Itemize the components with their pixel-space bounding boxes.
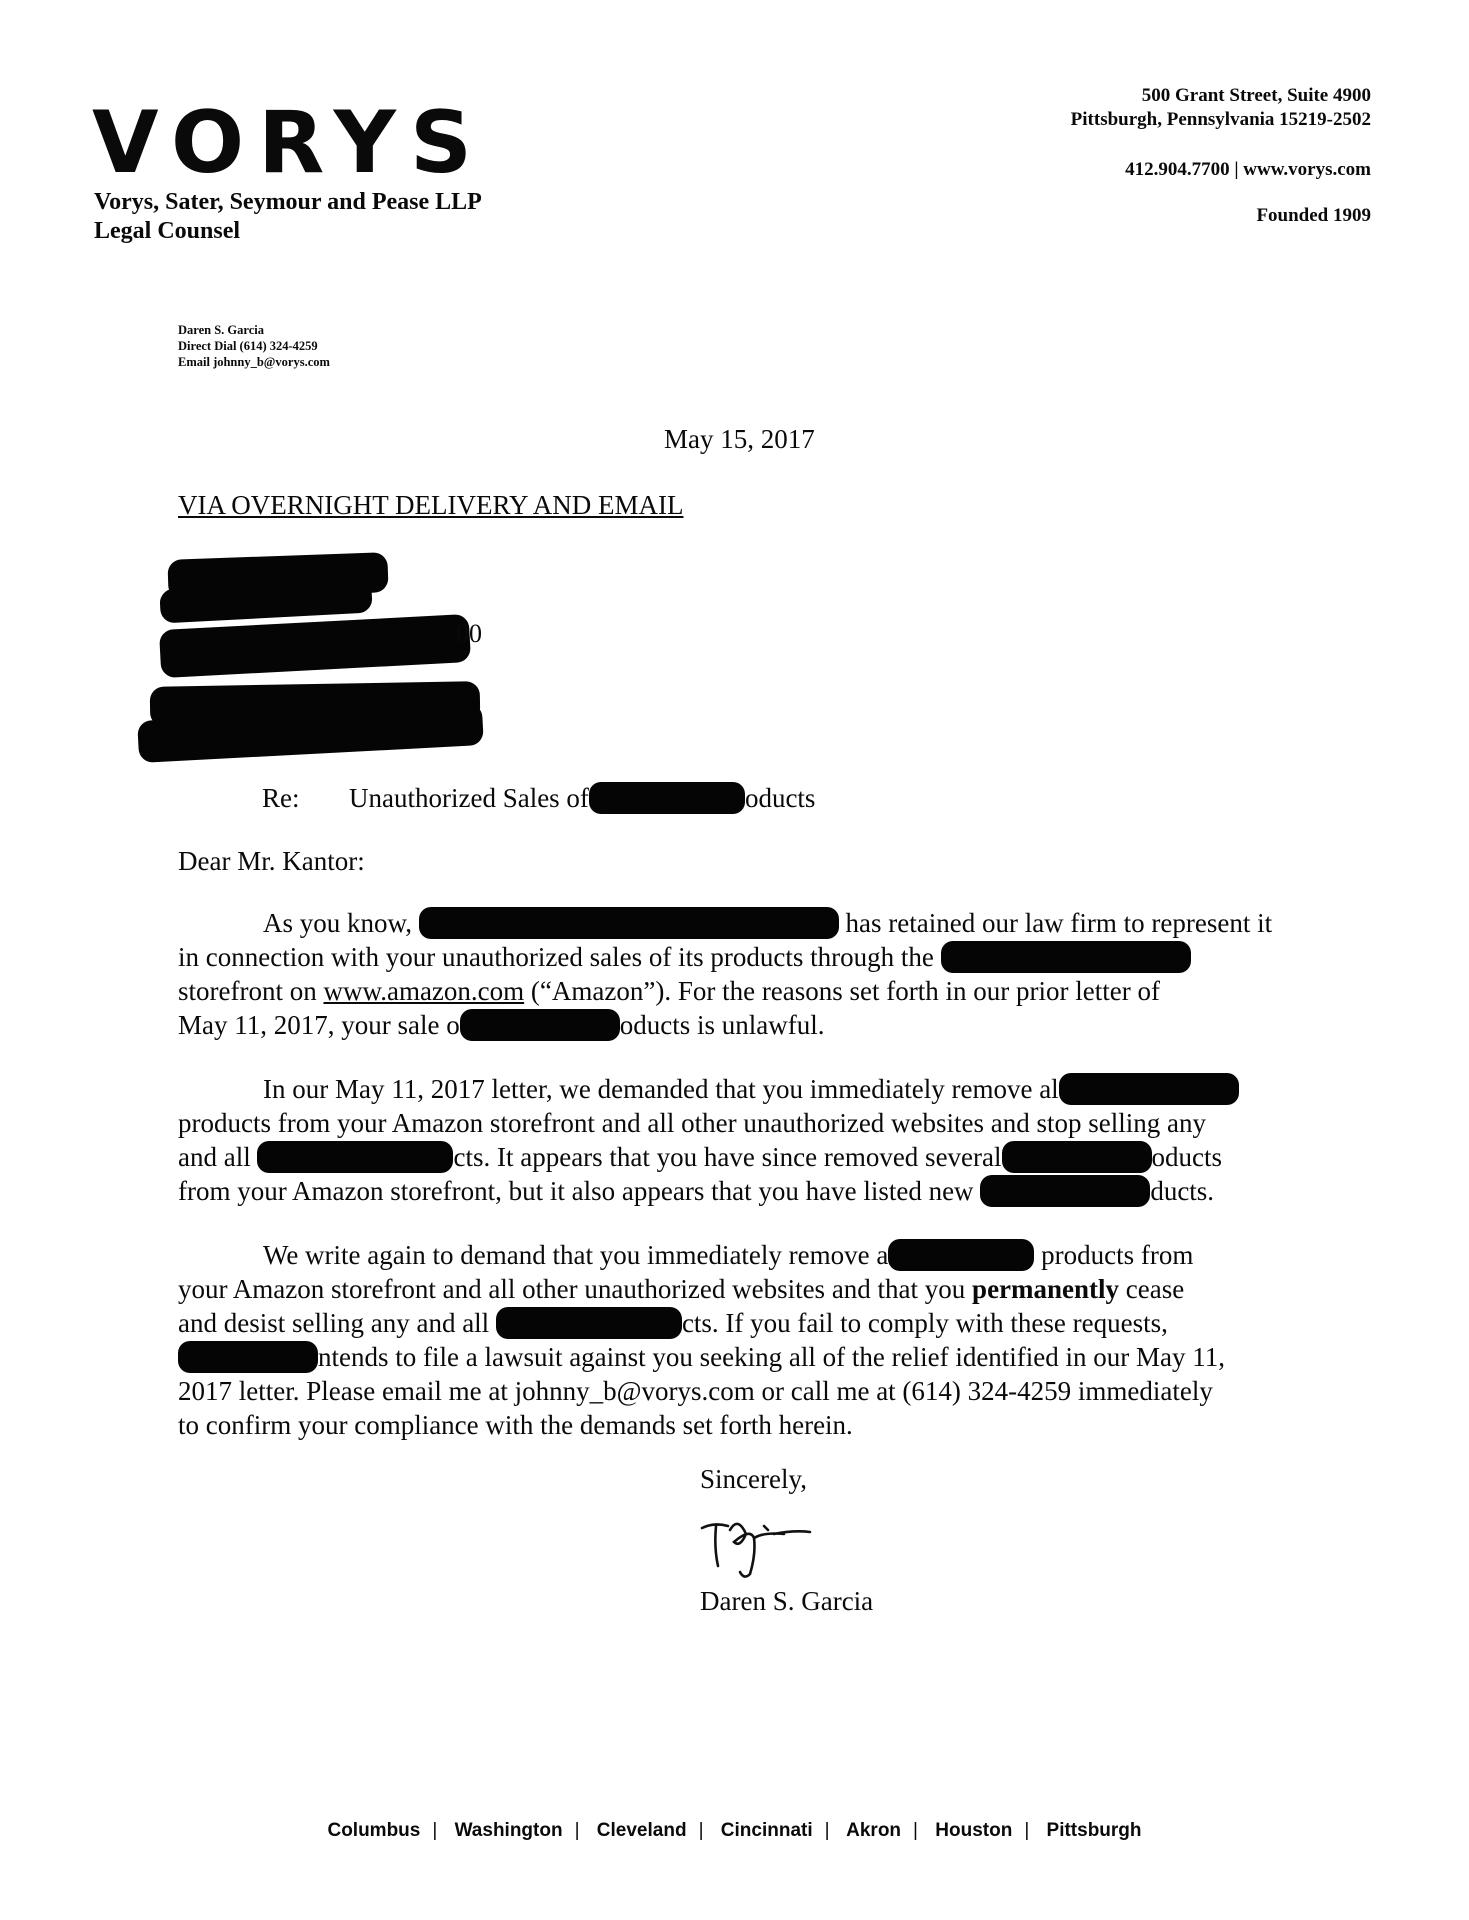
firm-founded: Founded 1909 <box>1256 205 1371 226</box>
firm-name-block <box>94 188 482 246</box>
firm-address-line2: Pittsburgh, Pennsylvania 15219-2502 <box>1070 109 1371 130</box>
subject-prefix: Unauthorized Sales of <box>349 783 589 813</box>
office-cincinnati: Cincinnati <box>720 1820 813 1841</box>
text-fragment: in connection with your unauthorized sales of its products through the <box>178 942 934 972</box>
paragraph-line <box>178 1072 1313 1106</box>
paragraph-line <box>178 906 1313 940</box>
subject-line <box>262 782 815 814</box>
firm-contact-block <box>1071 84 1371 228</box>
redacted-brand <box>496 1307 682 1339</box>
paragraph-line <box>178 1174 1313 1208</box>
separator: | <box>432 1820 438 1841</box>
text-fragment: products from your Amazon storefront and all other unauthorized websites and stop selling any <box>178 1108 1207 1138</box>
text-fragment: storefront on <box>178 976 317 1006</box>
office-houston: Houston <box>935 1820 1013 1841</box>
paragraph-line <box>178 1106 1313 1140</box>
firm-name: Vorys, Sater, Seymour and Pease LLP <box>94 189 482 215</box>
text-fragment: We write again to demand that you immediately remove a <box>263 1240 889 1270</box>
paragraph-line <box>178 1408 1313 1442</box>
redacted-recipient-line2 <box>159 614 471 678</box>
text-fragment: to confirm your compliance with the demands set forth herein. <box>178 1410 853 1440</box>
redacted-brand <box>1059 1073 1239 1105</box>
text-fragment: cts. If you fail to comply with these requests, <box>681 1308 1168 1338</box>
handwritten-signature <box>694 1508 834 1588</box>
redacted-storefront <box>941 941 1191 973</box>
separator: | <box>1024 1820 1030 1841</box>
sender-email: Email johnny_b@vorys.com <box>178 355 330 369</box>
office-footer <box>0 1820 1469 1842</box>
redacted-brand <box>1002 1141 1152 1173</box>
redacted-brand <box>257 1141 453 1173</box>
separator: | <box>824 1820 830 1841</box>
paragraph-line <box>178 974 1313 1008</box>
paragraph-line <box>178 1140 1313 1174</box>
body-paragraph-1 <box>178 906 1313 1042</box>
body-paragraph-3 <box>178 1238 1313 1442</box>
text-fragment: May 11, 2017, your sale o <box>178 1010 460 1040</box>
office-washington: Washington <box>454 1820 563 1841</box>
amazon-link[interactable]: www.amazon.com <box>323 976 525 1006</box>
sender-direct-dial: Direct Dial (614) 324-4259 <box>178 339 318 353</box>
text-fragment: As you know, <box>263 908 413 938</box>
text-fragment: 2017 letter. Please email me at johnny_b@vorys.com or call me at (614) 324-4259 immediately <box>178 1376 1213 1406</box>
text-fragment: and all <box>178 1142 251 1172</box>
separator: | <box>574 1820 580 1841</box>
redacted-brand <box>888 1239 1034 1271</box>
subject-suffix: oducts <box>744 783 816 813</box>
text-fragment: has retained our law firm to represent it <box>845 908 1273 938</box>
salutation: Dear Mr. Kantor: <box>178 846 365 876</box>
signature-name: Daren S. Garcia <box>700 1586 874 1616</box>
paragraph-line <box>178 1238 1313 1272</box>
separator: | <box>698 1820 704 1841</box>
firm-address-line1: 500 Grant Street, Suite 4900 <box>1141 85 1371 106</box>
body-paragraph-2 <box>178 1072 1313 1208</box>
text-fragment: from your Amazon storefront, but it also appears that you have listed new <box>178 1176 974 1206</box>
text-fragment: your Amazon storefront and all other unauthorized websites and that you <box>178 1274 966 1304</box>
redacted-brand <box>460 1009 620 1041</box>
redacted-brand <box>589 782 745 814</box>
text-fragment: cts. It appears that you have since removed several <box>453 1142 1002 1172</box>
redacted-brand <box>980 1175 1150 1207</box>
firm-phone-web: 412.904.7700 | www.vorys.com <box>1125 159 1371 180</box>
paragraph-line <box>178 1340 1313 1374</box>
text-fragment: (“Amazon”). For the reasons set forth in our prior letter of <box>530 976 1160 1006</box>
sender-block <box>178 322 330 370</box>
firm-logo: VORYS <box>92 93 486 193</box>
firm-tagline: Legal Counsel <box>94 218 241 244</box>
recipient-address-fragment: 00 <box>456 619 482 648</box>
office-akron: Akron <box>846 1820 902 1841</box>
paragraph-line <box>178 1374 1313 1408</box>
office-columbus: Columbus <box>327 1820 421 1841</box>
office-cleveland: Cleveland <box>596 1820 687 1841</box>
text-fragment: oducts is unlawful. <box>619 1010 825 1040</box>
text-fragment: oducts <box>1151 1142 1223 1172</box>
paragraph-line <box>178 1272 1313 1306</box>
subject-label: Re: <box>262 783 300 813</box>
redacted-client <box>178 1341 318 1373</box>
text-fragment: In our May 11, 2017 letter, we demanded that you immediately remove al <box>263 1074 1059 1104</box>
text-fragment: ntends to file a lawsuit against you seeking all of the relief identified in our May 11, <box>318 1342 1226 1372</box>
redacted-client <box>419 907 839 939</box>
sender-name: Daren S. Garcia <box>178 323 264 337</box>
letter-date: May 15, 2017 <box>664 424 815 454</box>
text-fragment: and desist selling any and all <box>178 1308 490 1338</box>
text-fragment: cease <box>1125 1274 1185 1304</box>
emphasis-text: permanently <box>972 1274 1120 1304</box>
text-fragment: ducts. <box>1150 1176 1215 1206</box>
separator: | <box>913 1820 918 1841</box>
text-fragment: products from <box>1041 1240 1194 1270</box>
closing: Sincerely, <box>700 1464 807 1494</box>
office-pittsburgh: Pittsburgh <box>1046 1820 1142 1841</box>
paragraph-line <box>178 1306 1313 1340</box>
paragraph-line <box>178 940 1313 974</box>
delivery-method: VIA OVERNIGHT DELIVERY AND EMAIL <box>178 490 684 520</box>
paragraph-line <box>178 1008 1313 1042</box>
